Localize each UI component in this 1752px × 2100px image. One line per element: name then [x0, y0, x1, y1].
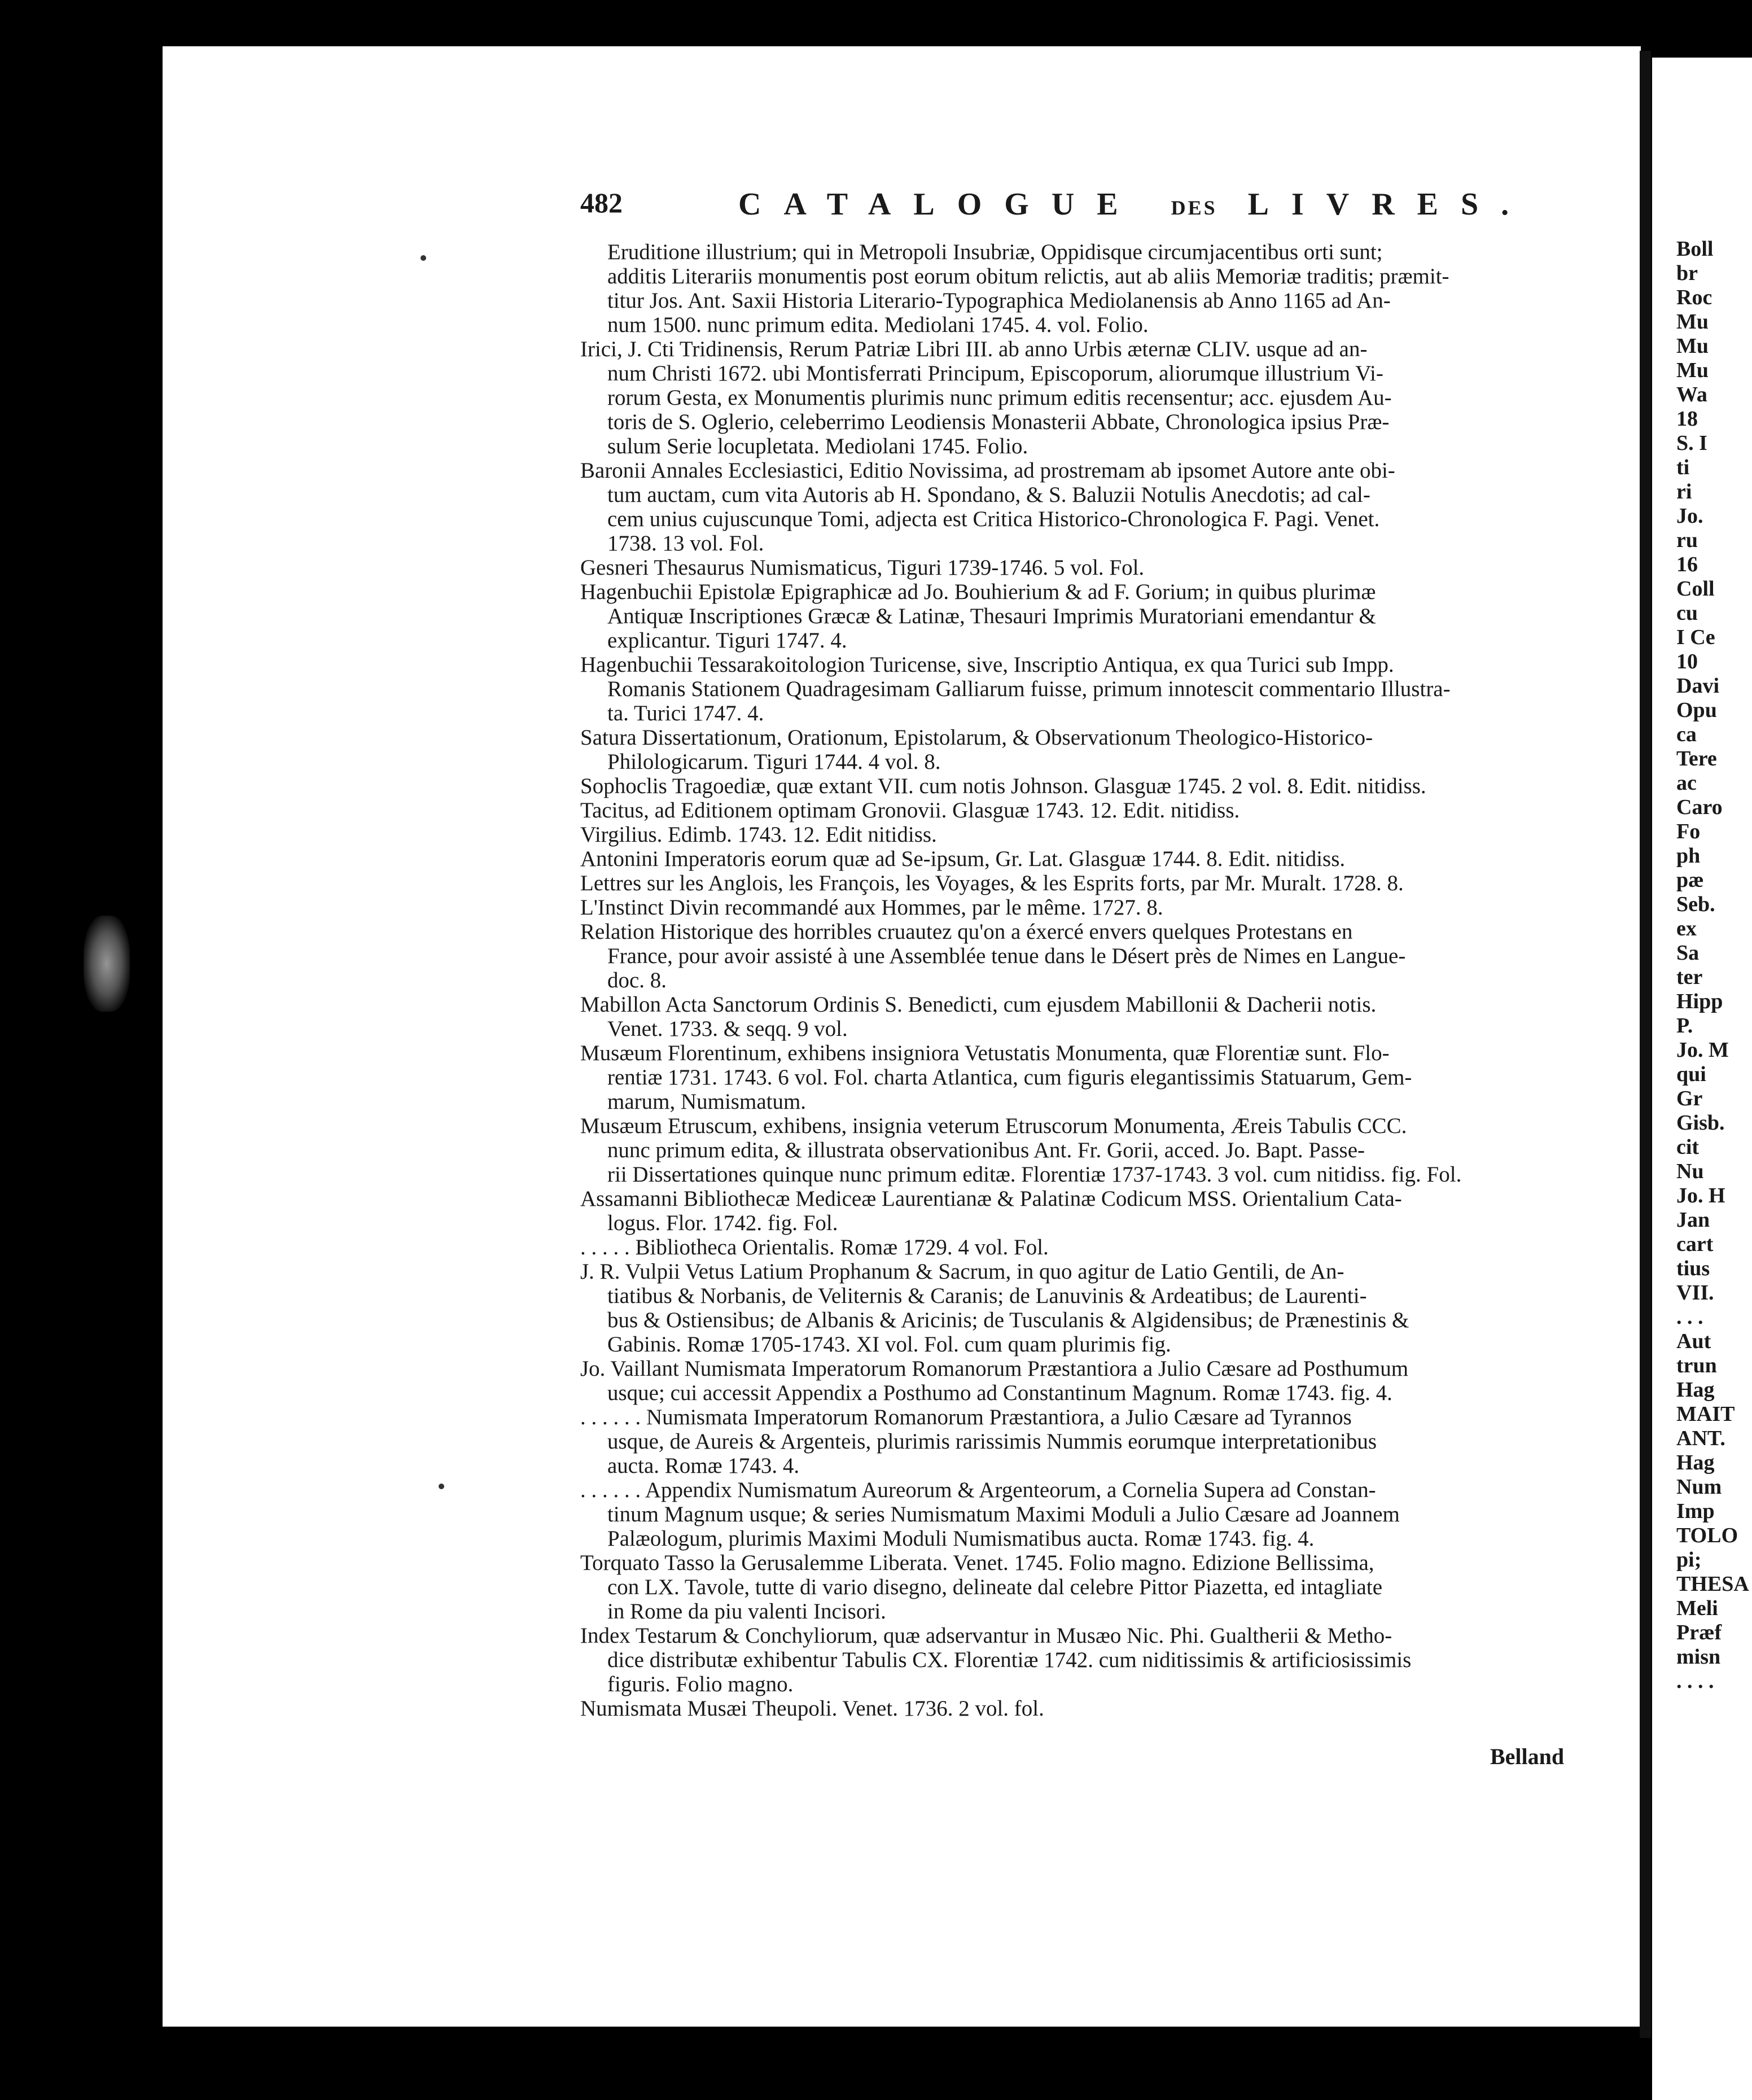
right-page-line: pæ	[1676, 868, 1704, 892]
catalogue-line: ta. Turici 1747. 4.	[607, 701, 764, 725]
right-page-line: I Ce	[1676, 625, 1715, 649]
catalogue-line: num Christi 1672. ubi Montisferrati Principum, Episcoporum, aliorumque illustrium Vi-	[607, 361, 1383, 386]
catalogue-line: Venet. 1733. & seqq. 9 vol.	[607, 1017, 848, 1041]
catalogue-line: Sophoclis Tragoediæ, quæ extant VII. cum notis Johnson. Glasguæ 1745. 2 vol. 8. Edit. nitidiss.	[580, 774, 1426, 798]
catalogue-line: doc. 8.	[607, 968, 667, 992]
right-page-line: ti	[1676, 456, 1690, 479]
right-page-line: Hag	[1676, 1451, 1715, 1475]
catalogue-line: cem unius cujuscunque Tomi, adjecta est Critica Historico-Chronologica F. Pagi. Venet.	[607, 507, 1380, 531]
right-page-line: Boll	[1676, 237, 1714, 261]
right-page-line: Meli	[1676, 1596, 1718, 1620]
catalogue-line: Irici, J. Cti Tridinensis, Rerum Patriæ Libri III. ab anno Urbis æternæ CLIV. usque ad an-	[580, 337, 1368, 361]
running-title	[738, 186, 1531, 222]
speck	[421, 255, 426, 261]
catalogue-line: Philologicarum. Tiguri 1744. 4 vol. 8.	[607, 750, 941, 774]
catalogue-line: Lettres sur les Anglois, les François, les Voyages, & les Esprits forts, par Mr. Muralt. 1728. 8.	[580, 871, 1404, 895]
catalogue-line: . . . . . . Numismata Imperatorum Romanorum Præstantiora, a Julio Cæsare ad Tyrannos	[580, 1405, 1352, 1429]
catalogue-entries	[580, 240, 1568, 1721]
right-page-line: ter	[1676, 965, 1703, 989]
right-page-line: Jan	[1676, 1208, 1710, 1232]
running-title-des: DES	[1171, 196, 1217, 219]
catalogue-line: figuris. Folio magno.	[607, 1672, 794, 1696]
right-page-line: S. I	[1676, 431, 1707, 455]
right-page-line: MAIT	[1676, 1402, 1735, 1426]
page-number: 482	[580, 187, 623, 218]
right-page-line: Caro	[1676, 795, 1723, 819]
catalogue-line: usque; cui accessit Appendix a Posthumo ad Constantinum Magnum. Romæ 1743. fig. 4.	[607, 1381, 1392, 1405]
right-page-line: ac	[1676, 771, 1697, 795]
right-page-line: Hipp	[1676, 990, 1723, 1013]
right-page-line: . . . .	[1676, 1669, 1714, 1693]
catalogue-line: Hagenbuchii Epistolæ Epigraphicæ ad Jo. Bouhierium & ad F. Gorium; in quibus plurimæ	[580, 580, 1376, 604]
catalogue-line: num 1500. nunc primum edita. Mediolani 1745. 4. vol. Folio.	[607, 313, 1149, 337]
catalogue-line: Tacitus, ad Editionem optimam Gronovii. Glasguæ 1743. 12. Edit. nitidiss.	[580, 798, 1240, 823]
catalogue-line: Assamanni Bibliothecæ Mediceæ Laurentianæ & Palatinæ Codicum MSS. Orientalium Cata-	[580, 1187, 1402, 1211]
right-page-line: VII.	[1676, 1281, 1714, 1305]
catalogue-line: toris de S. Oglerio, celeberrimo Leodiensis Monasterii Abbate, Chronologica ipsius Præ-	[607, 410, 1390, 434]
catalogue-line: tiatibus & Norbanis, de Veliternis & Caranis; de Lanuvinis & Ardeatibus; de Laurenti-	[607, 1284, 1367, 1308]
catalogue-line: Mabillon Acta Sanctorum Ordinis S. Benedicti, cum ejusdem Mabillonii & Dacherii notis.	[580, 992, 1377, 1017]
catalogue-line: Gesneri Thesaurus Numismaticus, Tiguri 1739-1746. 5 vol. Fol.	[580, 555, 1145, 580]
right-page-line: Coll	[1676, 577, 1715, 601]
catalogue-line: sulum Serie locupletata. Mediolani 1745. Folio.	[607, 434, 1028, 458]
catalogue-line: Satura Dissertationum, Orationum, Epistolarum, & Observationum Theologico-Historico-	[580, 725, 1373, 750]
right-page-line: Aut	[1676, 1329, 1711, 1353]
right-page-line: br	[1676, 261, 1698, 285]
right-page-line: 16	[1676, 553, 1698, 576]
right-page-line: ph	[1676, 844, 1701, 868]
speck	[439, 1484, 444, 1489]
right-page-line: tius	[1676, 1257, 1710, 1280]
right-page-line: THESA	[1676, 1572, 1749, 1596]
ink-blot	[84, 916, 130, 1012]
catalogue-line: Antiquæ Inscriptiones Græcæ & Latinæ, Thesauri Imprimis Muratoriani emendantur &	[607, 604, 1376, 628]
catalogue-line: con LX. Tavole, tutte di vario disegno, delineate dal celebre Pittor Piazetta, ed intagliate	[607, 1575, 1382, 1599]
catalogue-line: logus. Flor. 1742. fig. Fol.	[607, 1211, 838, 1235]
catalogue-line: 1738. 13 vol. Fol.	[607, 531, 764, 555]
book-spine	[1640, 51, 1651, 2038]
right-page-fragment	[1676, 237, 1752, 1694]
catalogue-line: Musæum Florentinum, exhibens insigniora Vetustatis Monumenta, quæ Florentiæ sunt. Flo-	[580, 1041, 1390, 1065]
catalogue-line: marum, Numismatum.	[607, 1090, 807, 1114]
right-page-line: Wa	[1676, 383, 1707, 406]
catalogue-line: L'Instinct Divin recommandé aux Hommes, par le même. 1727. 8.	[580, 895, 1163, 920]
right-page-line: ex	[1676, 917, 1697, 940]
right-page-line: Mu	[1676, 310, 1709, 334]
catalogue-line: . . . . . . Appendix Numismatum Aureorum & Argenteorum, a Cornelia Supera ad Constan-	[580, 1478, 1376, 1502]
catalogue-line: J. R. Vulpii Vetus Latium Prophanum & Sacrum, in quo agitur de Latio Gentili, de An-	[580, 1259, 1344, 1284]
right-page-line: Jo. H	[1676, 1184, 1725, 1208]
right-page-line: ANT.	[1676, 1427, 1725, 1450]
right-page-line: Mu	[1676, 358, 1709, 382]
catalogue-line: rentiæ 1731. 1743. 6 vol. Fol. charta Atlantica, cum figuris elegantissimis Statuarum, Gem-	[607, 1065, 1412, 1090]
running-title-catalogue: CATALOGUE	[738, 187, 1141, 222]
right-page-line: ca	[1676, 723, 1697, 746]
catalogue-line: dice distributæ exhibentur Tabulis CX. Florentiæ 1742. cum niditissimis & artificiosissimis	[607, 1648, 1412, 1672]
catalogue-line: Torquato Tasso la Gerusalemme Liberata. Venet. 1745. Folio magno. Edizione Bellissima,	[580, 1551, 1374, 1575]
catalogue-line: usque, de Aureis & Argenteis, plurimis rarissimis Nummis eorumque interpretationibus	[607, 1429, 1377, 1454]
right-page-line: Roc	[1676, 286, 1712, 309]
right-page-line: . . .	[1676, 1305, 1703, 1329]
catalogue-line: Gabinis. Romæ 1705-1743. XI vol. Fol. cum quam plurimis fig.	[607, 1332, 1171, 1357]
catalogue-line: Index Testarum & Conchyliorum, quæ adservantur in Musæo Nic. Phi. Gualtherii & Metho-	[580, 1624, 1392, 1648]
catalogue-line: . . . . . Bibliotheca Orientalis. Romæ 1729. 4 vol. Fol.	[580, 1235, 1049, 1259]
right-page-line: trun	[1676, 1354, 1717, 1377]
catalogue-line: Jo. Vaillant Numismata Imperatorum Romanorum Præstantiora a Julio Cæsare ad Posthumum	[580, 1357, 1409, 1381]
catalogue-line: Palæologum, plurimis Maximi Moduli Numismatibus aucta. Romæ 1743. fig. 4.	[607, 1526, 1315, 1551]
catalogue-line: rorum Gesta, ex Monumentis plurimis nunc primum editis recensentur; acc. ejusdem Au-	[607, 386, 1392, 410]
right-page-line: Sa	[1676, 941, 1700, 965]
right-page-line: Jo. M	[1676, 1038, 1729, 1062]
catalogue-line: Virgilius. Edimb. 1743. 12. Edit nitidiss.	[580, 823, 937, 847]
running-title-livres: LIVRES.	[1247, 187, 1532, 222]
right-page-line: Hag	[1676, 1378, 1715, 1402]
catchword: Belland	[1490, 1744, 1565, 1769]
catalogue-line: Hagenbuchii Tessarakoitologion Turicense, sive, Inscriptio Antiqua, ex qua Turici sub Impp.	[580, 653, 1394, 677]
right-page-line: Num	[1676, 1475, 1722, 1499]
right-page-line: Gisb.	[1676, 1111, 1725, 1135]
right-page-line: P.	[1676, 1014, 1693, 1038]
right-page-line: Gr	[1676, 1087, 1703, 1110]
right-page-line: Nu	[1676, 1160, 1704, 1183]
catalogue-line: explicantur. Tiguri 1747. 4.	[607, 628, 847, 653]
catalogue-line: Relation Historique des horribles cruautez qu'on a éxercé envers quelques Protestans en	[580, 920, 1353, 944]
catalogue-line: France, pour avoir assisté à une Assemblée tenue dans le Désert près de Nimes en Langue-	[607, 944, 1406, 968]
catalogue-line: Musæum Etruscum, exhibens, insignia veterum Etruscorum Monumenta, Æreis Tabulis CCC.	[580, 1114, 1407, 1138]
right-page-line: Mu	[1676, 334, 1709, 358]
right-page-line: cart	[1676, 1232, 1714, 1256]
catalogue-line: Romanis Stationem Quadragesimam Galliarum fuisse, primum innotescit commentario Illustra-	[607, 677, 1451, 701]
right-page-line: cu	[1676, 601, 1698, 625]
catalogue-line: Eruditione illustrium; qui in Metropoli Insubriæ, Oppidisque circumjacentibus orti sunt;	[607, 240, 1383, 264]
right-page-line: 18	[1676, 407, 1698, 431]
right-page-line: Fo	[1676, 820, 1701, 843]
right-page-line: Imp	[1676, 1499, 1715, 1523]
catalogue-line: Antonini Imperatoris eorum quæ ad Se-ipsum, Gr. Lat. Glasguæ 1744. 8. Edit. nitidiss.	[580, 847, 1346, 871]
right-page-line: Tere	[1676, 747, 1717, 771]
catalogue-line: titur Jos. Ant. Saxii Historia Literario-Typographica Mediolanensis ab Anno 1165 ad An-	[607, 288, 1391, 313]
right-page-line: misn	[1676, 1645, 1721, 1669]
right-page-line: Opu	[1676, 698, 1717, 722]
running-header	[580, 186, 1532, 227]
catalogue-line: tinum Magnum usque; & series Numismatum Maximi Moduli a Julio Cæsare ad Joannem	[607, 1502, 1400, 1526]
right-page-line: 10	[1676, 650, 1698, 673]
right-page-line: Davi	[1676, 674, 1719, 698]
catalogue-line: in Rome da piu valenti Incisori.	[607, 1599, 886, 1624]
catalogue-line: aucta. Romæ 1743. 4.	[607, 1454, 800, 1478]
right-page-line: ri	[1676, 480, 1692, 504]
catalogue-line: additis Literariis monumentis post eorum obitum relictis, aut ab aliis Memoriæ traditis; præmit-	[607, 264, 1449, 288]
catalogue-line: nunc primum edita, & illustrata observationibus Ant. Fr. Gorii, acced. Jo. Bapt. Passe-	[607, 1138, 1365, 1162]
right-page-line: Seb.	[1676, 893, 1715, 916]
right-page-line: qui	[1676, 1062, 1706, 1086]
right-page-line: TOLO	[1676, 1524, 1738, 1547]
catalogue-line: tum auctam, cum vita Autoris ab H. Spondano, & S. Baluzii Notulis Anecdotis; ad cal-	[607, 483, 1370, 507]
catalogue-line: Baronii Annales Ecclesiastici, Editio Novissima, ad prostremam ab ipsomet Autore ante obi-	[580, 458, 1395, 483]
catalogue-line: rii Dissertationes quinque nunc primum editæ. Florentiæ 1737-1743. 3 vol. cum nitidiss. fig. Fol.	[607, 1162, 1462, 1187]
catalogue-line: Numismata Musæi Theupoli. Venet. 1736. 2 vol. fol.	[580, 1696, 1044, 1721]
right-page-line: ru	[1676, 528, 1698, 552]
right-page-line: pi;	[1676, 1548, 1702, 1572]
catalogue-line: bus & Ostiensibus; de Albanis & Aricinis; de Tusculanis & Algidensibus; de Prænestinis &	[607, 1308, 1409, 1332]
right-page-line: Præf	[1676, 1621, 1722, 1644]
right-page-line: cit	[1676, 1135, 1700, 1159]
right-page-line: Jo.	[1676, 504, 1703, 528]
